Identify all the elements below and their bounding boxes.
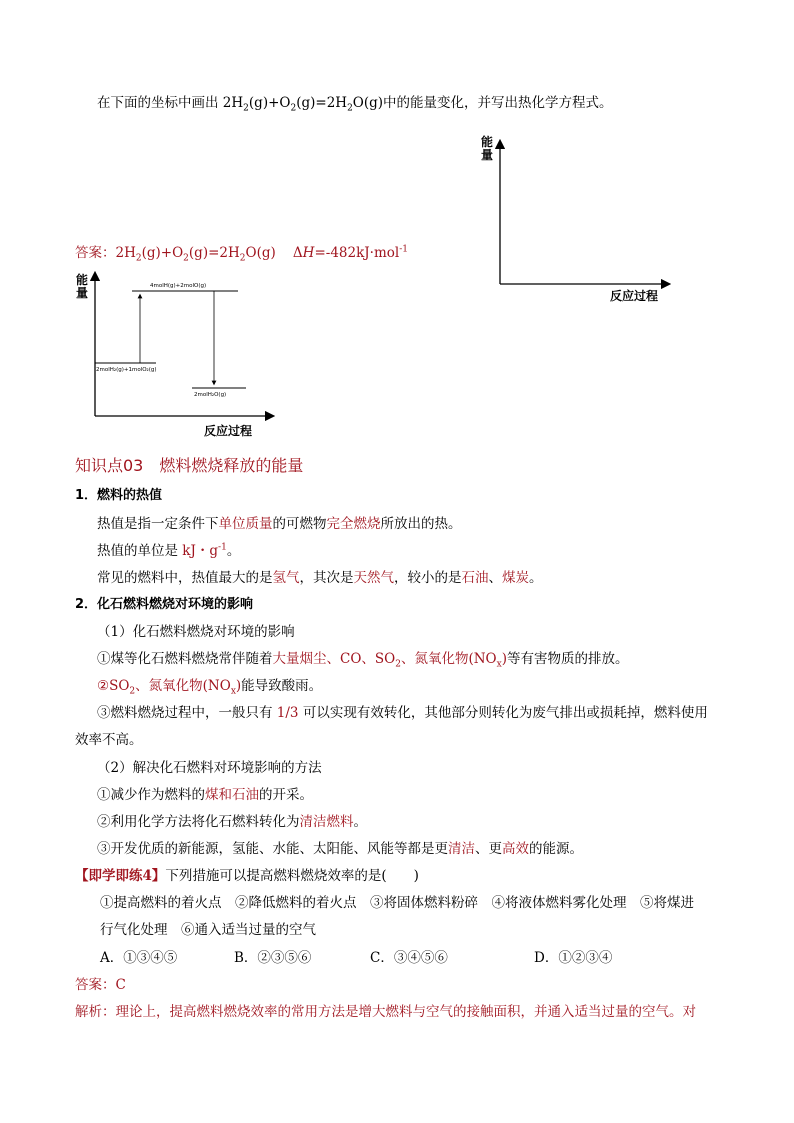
y-axis-label-1: 能 xyxy=(76,273,89,287)
para-impact-3: ③燃料燃烧过程中，一般只有 1/3 可以实现有效转化，其他部分则转化为废气排出或损耗掉，燃料使用 xyxy=(97,705,708,721)
y-axis-label-1: 能 xyxy=(481,135,494,149)
choice-c: C．③④⑤⑥ xyxy=(370,950,448,966)
answer-1: 答案：$2H_2(g)+O_2(g)=2H_2O(g)$ ΔH=-482kJ·mol$^{-1}$ xyxy=(75,244,409,264)
practice-analysis: 解析：理论上，提高燃料燃烧效率的常用方法是增大燃料与空气的接触面积，并通入适当过量的空气。对 xyxy=(75,1004,696,1020)
y-axis-label-2: 量 xyxy=(481,148,494,162)
practice-question: 【即学即练4】下列措施可以提高燃料燃烧效率的是( ) xyxy=(75,868,419,884)
para-solution-3: ③开发优质的新能源，氢能、水能、太阳能、风能等都是更清洁、更高效的能源。 xyxy=(97,841,583,857)
level-top-label: 4molH(g)+2molO(g) xyxy=(150,283,207,289)
intro-question: 在下面的坐标中画出 $2H_2(g)+O_2(g)=2H_2O(g)$中的能量变化，并写出热化学方程式。 xyxy=(97,95,613,114)
y-axis-label-2: 量 xyxy=(76,286,89,300)
blank-energy-axes xyxy=(478,132,678,307)
para-impact-3-cont: 效率不高。 xyxy=(75,732,143,748)
practice-answer: 答案：C xyxy=(75,977,126,993)
x-axis-label: 反应过程 xyxy=(204,424,253,438)
subheading-solutions: （2）解决化石燃料对环境影响的方法 xyxy=(97,760,322,776)
para-heat-value-unit: 热值的单位是 kJ・$g^{-1}$。 xyxy=(97,542,241,559)
para-heat-value-definition: 热值是指一定条件下单位质量的可燃物完全燃烧所放出的热。 xyxy=(97,516,462,532)
energy-level-diagram xyxy=(70,268,280,440)
section-title: 知识点03 燃料燃烧释放的能量 xyxy=(75,456,304,475)
para-impact-2: $②SO_2$、氮氧化物$(NO_x)$能导致酸雨。 xyxy=(97,678,323,697)
para-common-fuels: 常见的燃料中，热值最大的是氢气，其次是天然气，较小的是石油、煤炭。 xyxy=(97,570,543,586)
x-axis-label: 反应过程 xyxy=(610,289,659,303)
choice-a: A．①③④⑤ xyxy=(100,950,178,966)
para-solution-2: ②利用化学方法将化石燃料转化为清洁燃料。 xyxy=(97,814,367,830)
subheading-impact: （1）化石燃料燃烧对环境的影响 xyxy=(97,624,295,640)
level-reactants-label: 2molH₂(g)+1molO₂(g) xyxy=(96,367,157,373)
level-products-label: 2molH₂O(g) xyxy=(194,392,227,398)
heading-heat-value: 1．燃料的热值 xyxy=(75,488,163,503)
choice-b: B．②③⑤⑥ xyxy=(234,950,312,966)
practice-options-1: ①提高燃料的着火点 ②降低燃料的着火点 ③将固体燃料粉碎 ④将液体燃料雾化处理 ⑤将煤进 xyxy=(100,895,694,911)
para-impact-1: ①煤等化石燃料燃烧常伴随着大量烟尘、CO、$SO_2$、氮氧化物$(NO_x)$等有害物质的排放。 xyxy=(97,651,629,670)
practice-options-2: 行气化处理 ⑥通入适当过量的空气 xyxy=(100,922,316,938)
choice-d: D．①②③④ xyxy=(534,950,613,966)
para-solution-1: ①减少作为燃料的煤和石油的开采。 xyxy=(97,787,313,803)
heading-environment-impact: 2．化石燃料燃烧对环境的影响 xyxy=(75,597,254,612)
